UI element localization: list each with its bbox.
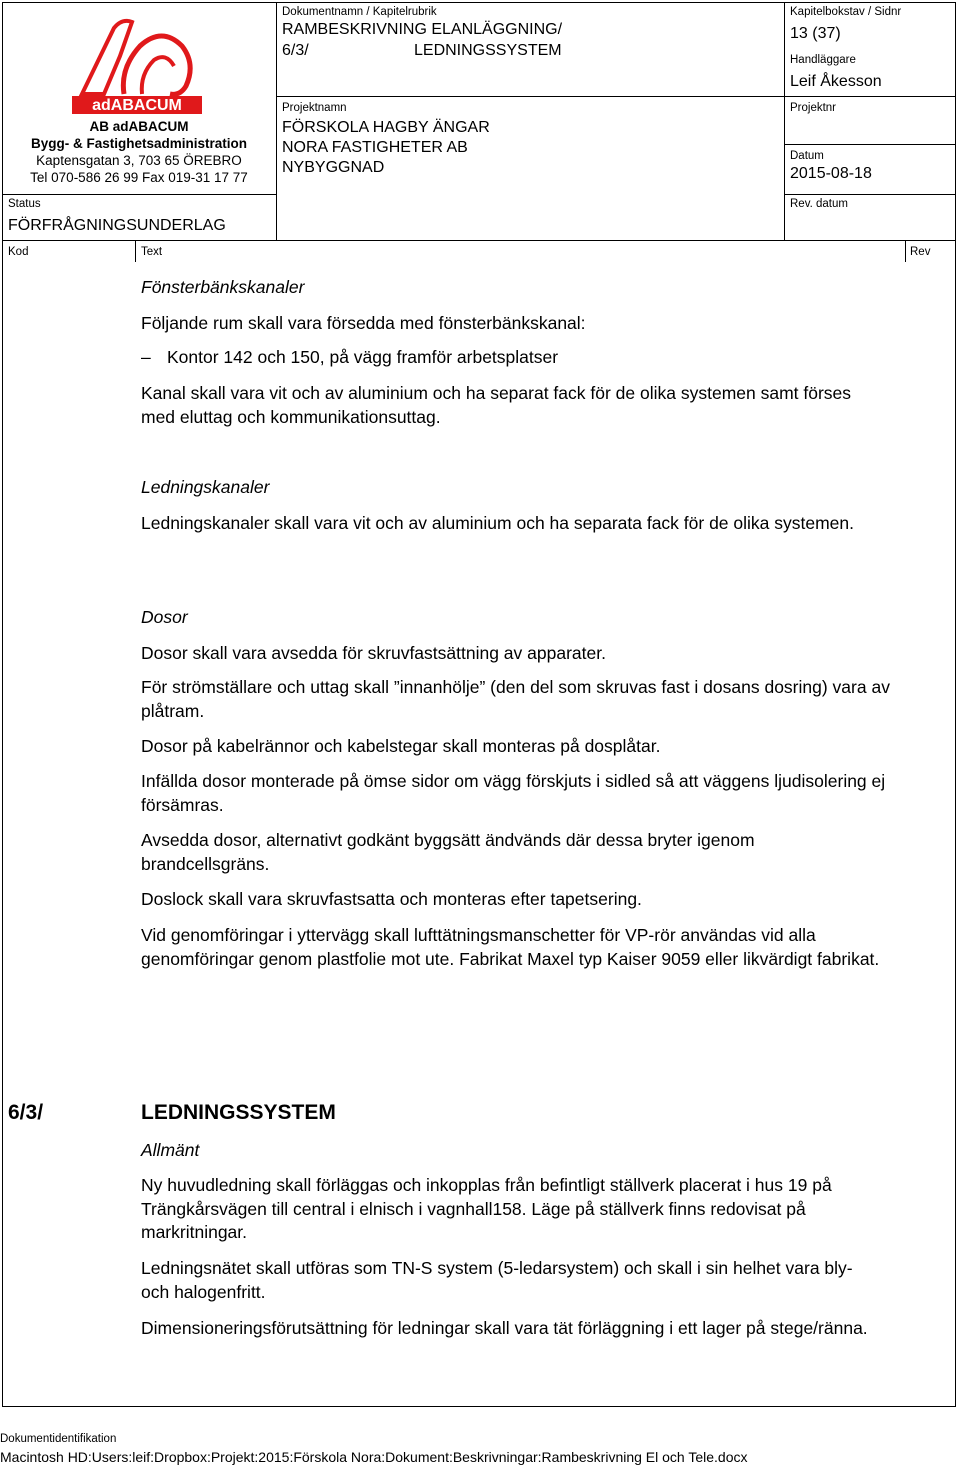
company-tagline: Bygg- & Fastighetsadministration (30, 136, 248, 151)
header-divider-left (276, 2, 277, 240)
section-code: 6/3/ (8, 1101, 44, 1124)
heading-allmant: Allmänt (141, 1140, 200, 1160)
logo-wordmark: adABACUM (92, 97, 182, 114)
status-value: FÖRFRÅGNINGSUNDERLAG (8, 217, 226, 234)
project-no-label: Projektnr (790, 102, 837, 114)
chapter-page-value: 13 (37) (790, 25, 841, 42)
header-line-docname (276, 96, 784, 97)
s4-paragraph-2: Ledningsnätet skall utföras som TN-S system (5-ledarsystem) och skall i sin helhet vara bly- och halogenfritt. (141, 1258, 853, 1302)
s3-paragraph-7: Vid genomföringar i yttervägg skall lufttätningsmanschetter för VP-rör användas vid alla genomföringar genom plastfolie mot ute. Fabrikat Maxel typ Kaiser 9059 eller likvärdigt fabrikat. (141, 925, 880, 969)
company-name: AB adABACUM (89, 119, 189, 134)
company-info (4, 118, 274, 186)
s3-paragraph-1: Dosor skall vara avsedda för skruvfastsättning av apparater. (141, 643, 606, 663)
col-divider-kod (135, 240, 136, 262)
logo-mark-arc (123, 36, 190, 94)
heading-ledningskanaler: Ledningskanaler (141, 477, 270, 497)
header-line-projno (784, 144, 956, 145)
date-label: Datum (790, 150, 824, 162)
rev-date-label: Rev. datum (790, 198, 848, 210)
date-value: 2015-08-18 (790, 165, 872, 182)
col-rev: Rev (910, 246, 931, 258)
abacum-logo (62, 16, 212, 116)
header-line-date (784, 194, 956, 195)
project-name-line1: FÖRSKOLA HAGBY ÄNGAR (282, 119, 490, 136)
company-phone: Tel 070-586 26 99 Fax 019-31 17 77 (30, 170, 248, 185)
company-address: Kaptensgatan 3, 703 65 ÖREBRO (36, 153, 242, 168)
s1-paragraph-2: Kanal skall vara vit och av aluminium och ha separat fack för de olika systemen samt förses med eluttag och kommunikationsuttag. (141, 383, 852, 427)
handler-value: Leif Åkesson (790, 73, 882, 90)
s3-paragraph-2: För strömställare och uttag skall ”innanhölje” (den del som skruvas fast i dosans dosring) vara av plåtram. (141, 677, 890, 721)
s4-paragraph-3: Dimensioneringsförutsättning för ledningar skall vara tät förläggning i ett lager på stege/ränna. (141, 1318, 868, 1338)
header-line-handler (784, 96, 956, 97)
section-title: LEDNINGSSYSTEM (141, 1101, 336, 1124)
s3-paragraph-6: Doslock skall vara skruvfastsatta och monteras efter tapetsering. (141, 889, 642, 909)
header-line-status (2, 194, 276, 195)
status-label: Status (8, 198, 41, 210)
doc-name-line1: RAMBESKRIVNING ELANLÄGGNING/ (282, 21, 563, 38)
s3-paragraph-3: Dosor på kabelrännor och kabelstegar skall monteras på dosplåtar. (141, 736, 661, 756)
col-divider-rev (905, 240, 906, 262)
heading-fonsterbankskanaler: Fönsterbänkskanaler (141, 277, 305, 297)
doc-id-label: Dokumentidentifikation (0, 1433, 117, 1445)
doc-id-value: Macintosh HD:Users:leif:Dropbox:Projekt:2015:Förskola Nora:Dokument:Beskrivningar:Rambeskrivning El och Tele.docx (0, 1449, 748, 1465)
col-text: Text (141, 246, 163, 258)
logo-mark-inner (142, 57, 174, 94)
doc-name-title: LEDNINGSSYSTEM (414, 42, 562, 59)
doc-name-code: 6/3/ (282, 42, 309, 59)
col-kod: Kod (8, 246, 29, 258)
project-name-line2: NORA FASTIGHETER AB (282, 139, 468, 156)
s2-paragraph-1: Ledningskanaler skall vara vit och av aluminium och ha separata fack för de olika systemen. (141, 513, 855, 533)
project-name-line3: NYBYGGNAD (282, 159, 385, 176)
s1-paragraph-1: Följande rum skall vara försedda med fönsterbänkskanal: (141, 313, 586, 333)
s3-paragraph-4: Infällda dosor monterade på ömse sidor om vägg förskjuts i sidled så att väggens ljudisolering ej försämras. (141, 771, 886, 815)
header-bottom-line (2, 240, 956, 241)
s4-paragraph-1: Ny huvudledning skall förläggas och inkopplas från befintligt ställverk placerat i hus 19 på Trängkårsvägen till central i elnisch i vagnhall158. Läge på ställverk finns redovisat på markritningar. (141, 1175, 832, 1242)
s3-paragraph-5: Avsedda dosor, alternativt godkänt byggsätt ändvänds där dessa bryter igenom brandcellsgräns. (141, 830, 755, 874)
doc-name-label: Dokumentnamn / Kapitelrubrik (282, 6, 437, 18)
s1-list-item-1: Kontor 142 och 150, på vägg framför arbetsplatser (167, 347, 559, 367)
chapter-page-label: Kapitelbokstav / Sidnr (790, 6, 902, 18)
heading-dosor: Dosor (141, 607, 188, 627)
handler-label: Handläggare (790, 54, 856, 66)
project-name-label: Projektnamn (282, 102, 347, 114)
list-dash: – (141, 347, 151, 367)
header-divider-right (784, 2, 785, 240)
